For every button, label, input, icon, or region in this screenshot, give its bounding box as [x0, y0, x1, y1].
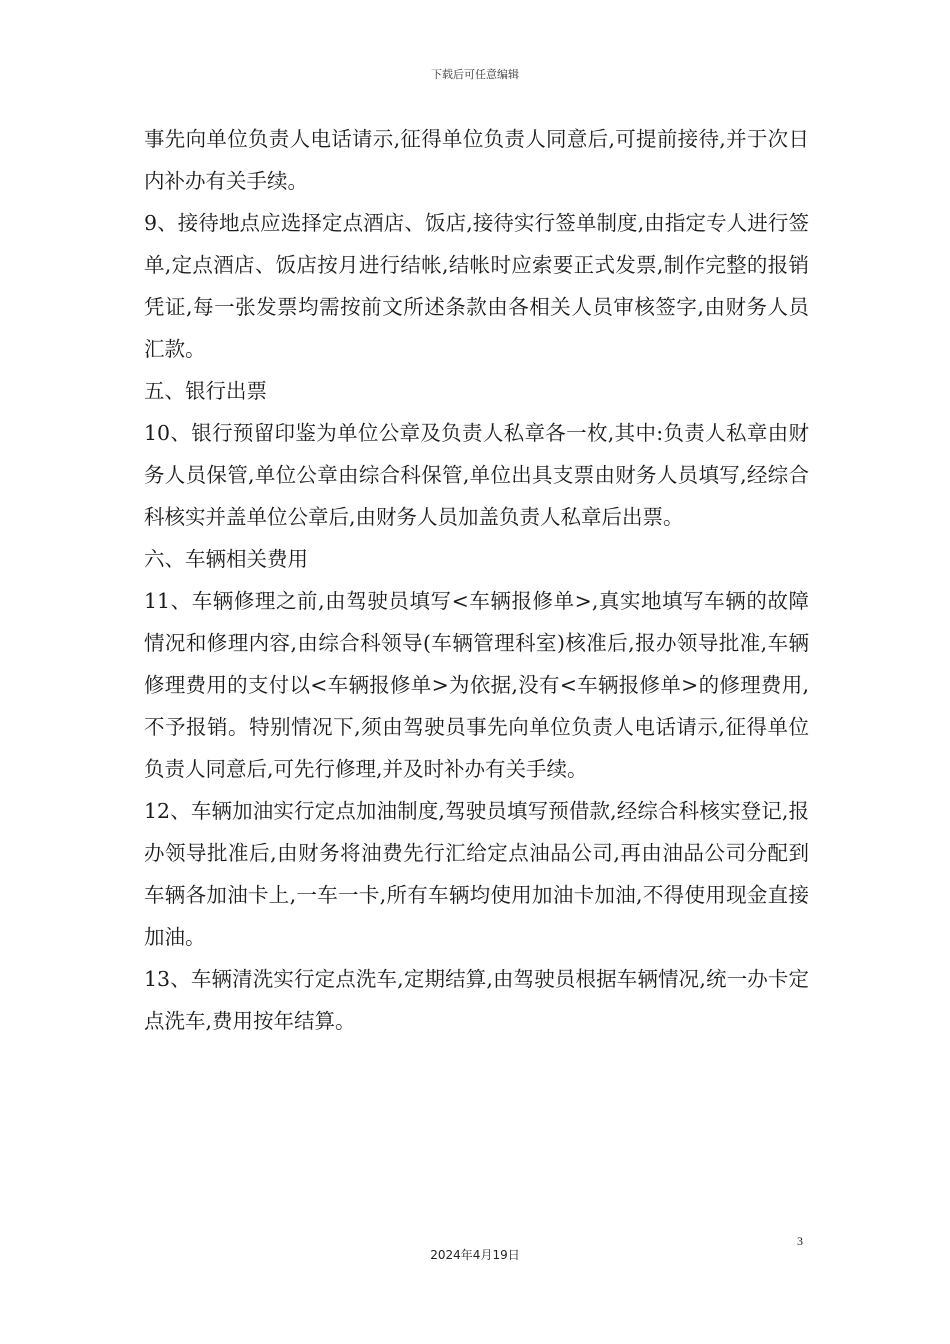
section-heading-vehicle-costs: 六、车辆相关费用 [144, 547, 308, 571]
document-body [144, 118, 809, 1042]
page-header: 下载后可任意编辑 [431, 68, 519, 81]
page-number: 3 [797, 1234, 803, 1248]
paragraph-continuation: 事先向单位负责人电话请示,征得单位负责人同意后,可提前接待,并于次日内补办有关手续。 [144, 127, 809, 193]
paragraph-item-12: 12、车辆加油实行定点加油制度,驾驶员填写预借款,经综合科核实登记,报办领导批准后,由财务将油费先行汇给定点油品公司,再由油品公司分配到车辆各加油卡上,一车一卡,所有车辆均使用加油卡加油,不得使用现金直接加油。 [144, 799, 809, 949]
paragraph-item-9: 9、接待地点应选择定点酒店、饭店,接待实行签单制度,由指定专人进行签单,定点酒店、饭店按月进行结帐,结帐时应索要正式发票,制作完整的报销凭证,每一张发票均需按前文所述条款由各相关人员审核签字,由财务人员汇款。 [144, 211, 809, 361]
paragraph-item-10: 10、银行预留印鉴为单位公章及负责人私章各一枚,其中:负责人私章由财务人员保管,单位公章由综合科保管,单位出具支票由财务人员填写,经综合科核实并盖单位公章后,由财务人员加盖负责人私章后出票。 [144, 421, 809, 529]
paragraph-item-13: 13、车辆清洗实行定点洗车,定期结算,由驾驶员根据车辆情况,统一办卡定点洗车,费用按年结算。 [144, 967, 809, 1033]
paragraph-item-11: 11、车辆修理之前,由驾驶员填写<车辆报修单>,真实地填写车辆的故障情况和修理内容,由综合科领导(车辆管理科室)核准后,报办领导批准,车辆修理费用的支付以<车辆报修单>为依据,没有<车辆报修单>的修理费用,不予报销。特别情况下,须由驾驶员事先向单位负责人电话请示,征得单位负责人同意后,可先行修理,并及时补办有关手续。 [144, 589, 809, 781]
footer-date: 2024年4月19日 [430, 1248, 520, 1262]
section-heading-bank-checks: 五、银行出票 [144, 379, 267, 403]
